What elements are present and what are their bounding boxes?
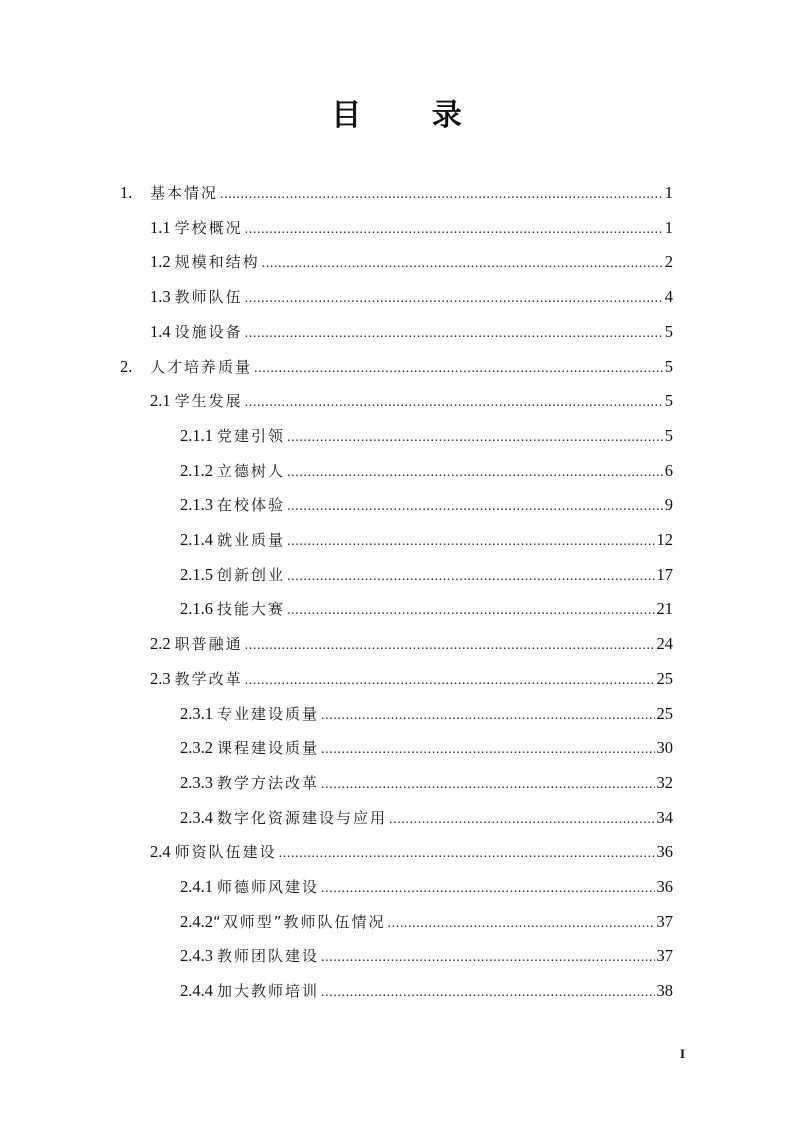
toc-entry[interactable] <box>150 835 673 869</box>
toc-entry-page: 38 <box>656 981 673 1001</box>
toc-leader-dots <box>388 907 655 941</box>
toc-leader-dots <box>245 317 663 351</box>
toc-leader-dots <box>245 629 655 663</box>
toc-entry[interactable] <box>180 523 673 557</box>
toc-entry-label: 数字化资源建设与应用 <box>217 808 388 827</box>
toc-leader-dots <box>287 421 663 455</box>
toc-entry-page: 5 <box>664 391 673 411</box>
toc-entry[interactable] <box>120 350 673 384</box>
toc-entry-page: 30 <box>656 738 673 758</box>
toc-entry-number: 2. <box>120 356 133 376</box>
toc-entry-number: 2.4.4 <box>180 981 213 1001</box>
toc-entry-page: 25 <box>656 668 673 688</box>
toc-leader-dots <box>321 941 654 975</box>
toc-entry-label: 教师队伍 <box>174 288 243 307</box>
toc-entry-label: 职普融通 <box>174 635 243 654</box>
toc-leader-dots <box>287 525 654 559</box>
page-number: I <box>679 1046 685 1061</box>
toc-entry-number: 2.4.2 <box>180 911 213 931</box>
toc-entry-label: 师德师风建设 <box>217 878 320 896</box>
toc-entry-page: 25 <box>656 703 673 723</box>
toc-entry[interactable] <box>180 488 673 522</box>
page-title: 目 录 <box>331 98 492 133</box>
toc-leader-dots <box>287 456 663 490</box>
toc-entry-number: 1.1 <box>150 217 171 237</box>
toc-leader-dots <box>245 386 663 420</box>
toc-leader-dots <box>245 282 663 316</box>
toc-entry-number: 2.4.1 <box>180 877 213 896</box>
toc-entry[interactable] <box>120 176 673 210</box>
toc-entry-label: 规模和结构 <box>174 253 260 272</box>
toc-leader-dots <box>287 560 654 594</box>
toc-entry-label: 专业建设质量 <box>217 704 320 723</box>
toc-entry-number: 1. <box>120 183 133 202</box>
toc-leader-dots <box>321 768 654 802</box>
toc-entry-label: 设施设备 <box>174 322 243 341</box>
toc-entry-page: 1 <box>664 217 673 237</box>
toc-entry[interactable] <box>180 939 673 973</box>
toc-leader-dots <box>321 699 654 733</box>
toc-leader-dots <box>321 976 654 1010</box>
toc-entry-number: 2.1.6 <box>180 599 213 619</box>
toc-leader-dots <box>254 352 663 386</box>
toc-entry-label: 教学改革 <box>174 669 243 688</box>
toc-entry-page: 36 <box>656 877 673 896</box>
toc-entry-page: 9 <box>664 495 673 515</box>
toc-entry[interactable] <box>180 592 673 626</box>
toc-entry[interactable] <box>150 662 673 696</box>
toc-entry-page: 37 <box>656 946 673 966</box>
toc-entry-number: 1.4 <box>150 321 171 341</box>
toc-entry-number: 2.1.5 <box>180 564 213 584</box>
toc-entry-label: 师资队伍建设 <box>174 843 277 862</box>
toc-entry-page: 17 <box>656 564 673 584</box>
toc-entry-label: 技能大赛 <box>217 600 286 619</box>
toc-entry[interactable] <box>150 384 673 418</box>
toc-entry[interactable] <box>180 454 673 488</box>
toc-entry-number: 2.3.2 <box>180 738 213 758</box>
toc-entry[interactable] <box>180 731 673 765</box>
toc-leader-dots <box>220 178 663 212</box>
toc-entry-number: 1.3 <box>150 287 171 307</box>
toc-entry[interactable] <box>180 558 673 592</box>
toc-entry-number: 2.3.1 <box>180 703 213 723</box>
toc-entry-label: 教学方法改革 <box>217 773 320 792</box>
toc-entry-number: 2.1.1 <box>180 425 213 445</box>
toc-entry-page: 5 <box>664 356 673 376</box>
toc-entry[interactable] <box>150 280 673 314</box>
toc-leader-dots <box>245 213 663 247</box>
toc-entry-label: 基本情况 <box>150 184 219 202</box>
toc-entry[interactable] <box>180 974 673 1008</box>
toc-entry-page: 37 <box>656 911 673 931</box>
toc-leader-dots <box>321 733 654 767</box>
toc-entry-page: 2 <box>664 252 673 272</box>
toc-entry-number: 2.3.4 <box>180 807 213 827</box>
toc-entry[interactable] <box>180 801 673 835</box>
toc-entry-label: 学生发展 <box>174 392 243 411</box>
toc-entry-page: 36 <box>656 842 673 862</box>
toc-entry-number: 2.3 <box>150 668 171 688</box>
toc-leader-dots <box>279 837 655 871</box>
toc-entry[interactable] <box>150 627 673 661</box>
toc-entry-label: 在校体验 <box>217 496 286 515</box>
toc-entry[interactable] <box>180 419 673 453</box>
toc-entry[interactable] <box>180 697 673 731</box>
toc-entry-label: 教师团队建设 <box>217 947 320 966</box>
toc-entry[interactable] <box>180 905 673 939</box>
toc-entry-number: 2.4.3 <box>180 946 213 966</box>
toc-entry-label: 学校概况 <box>174 218 243 237</box>
toc-entry[interactable] <box>180 870 673 904</box>
toc-entry-number: 1.2 <box>150 252 171 272</box>
toc-leader-dots <box>389 803 654 837</box>
toc-entry[interactable] <box>150 315 673 349</box>
toc-leader-dots <box>287 490 663 524</box>
toc-entry-page: 6 <box>664 460 673 480</box>
toc-entry-page: 12 <box>656 530 673 549</box>
toc-entry-label: 课程建设质量 <box>217 739 320 758</box>
toc-entry-page: 32 <box>656 772 673 792</box>
toc-entry[interactable] <box>180 766 673 800</box>
toc-entry-label: 创新创业 <box>217 565 286 584</box>
toc-entry-label: 加大教师培训 <box>217 982 320 1001</box>
toc-entry-page: 5 <box>664 425 673 445</box>
toc-entry-page: 4 <box>664 287 673 307</box>
toc-leader-dots <box>321 872 654 906</box>
toc-entry-label: 就业质量 <box>217 531 286 549</box>
toc-entry-label: “双师型”教师队伍情况 <box>213 912 386 931</box>
toc-leader-dots <box>245 664 655 698</box>
toc-entry-page: 24 <box>656 634 673 654</box>
toc-entry-label: 党建引领 <box>217 426 286 445</box>
toc-entry-number: 2.1 <box>150 391 171 411</box>
toc-entry-number: 2.1.2 <box>180 460 213 480</box>
toc-entry-number: 2.3.3 <box>180 772 213 792</box>
toc-entry[interactable] <box>150 211 673 245</box>
toc-entry-page: 34 <box>656 807 673 827</box>
toc-entry-number: 2.1.3 <box>180 495 213 515</box>
toc-entry-page: 1 <box>664 183 673 202</box>
toc-entry-number: 2.1.4 <box>180 530 213 549</box>
toc-entry-label: 人才培养质量 <box>150 357 253 376</box>
toc-entry-page: 21 <box>656 599 673 619</box>
toc-entry-page: 5 <box>664 321 673 341</box>
toc-entry-number: 2.2 <box>150 634 171 654</box>
toc-leader-dots <box>287 594 654 628</box>
toc-leader-dots <box>262 247 663 281</box>
toc-entry-number: 2.4 <box>150 842 171 862</box>
toc-entry[interactable] <box>150 245 673 279</box>
toc-entry-label: 立德树人 <box>217 461 286 480</box>
